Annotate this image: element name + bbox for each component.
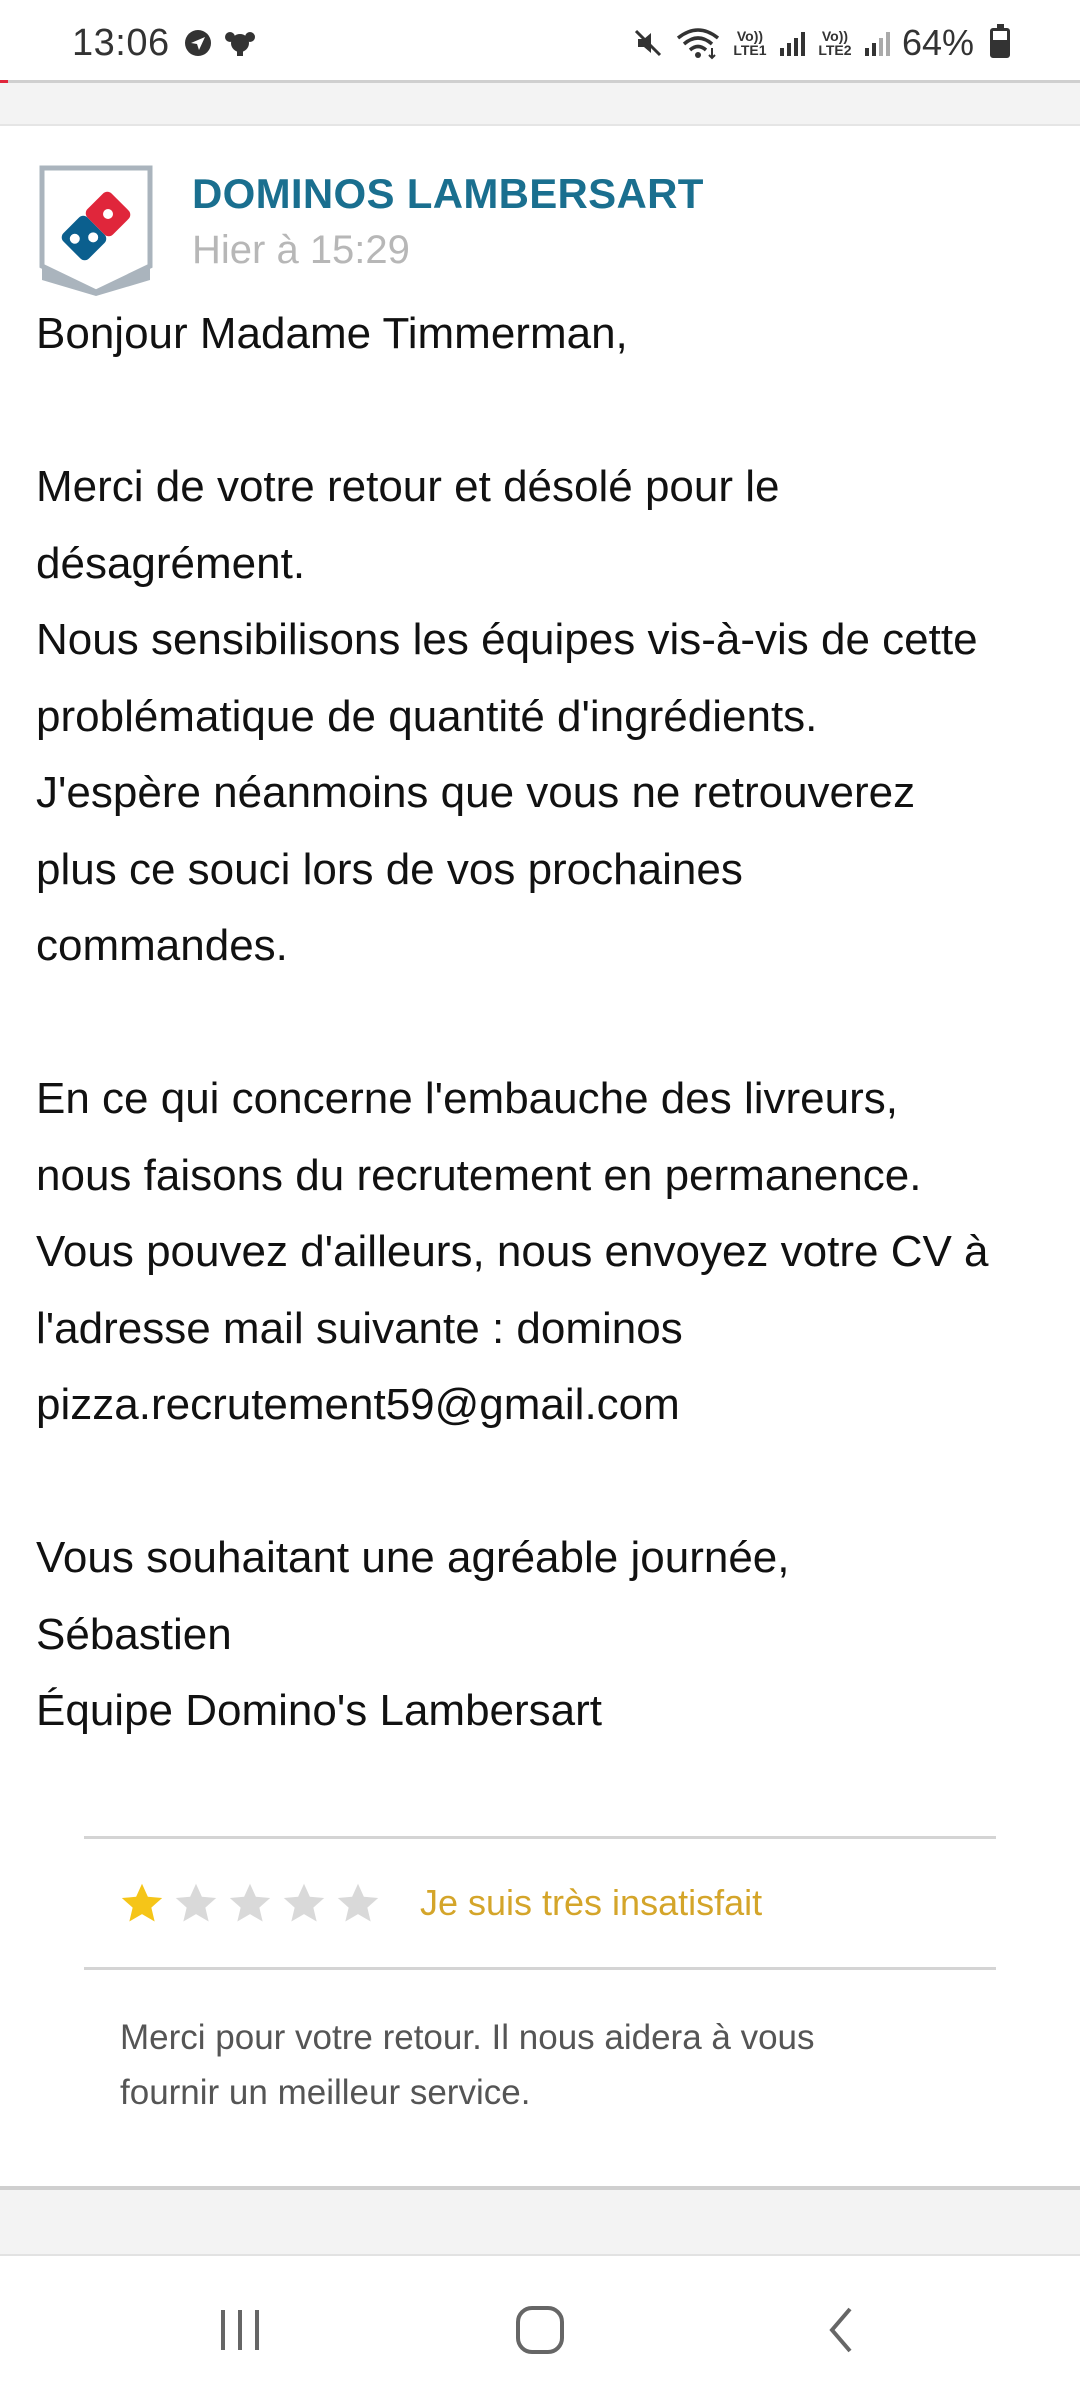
star-rating [120, 1881, 380, 1925]
notification-icon [223, 28, 257, 58]
rating-row [84, 1839, 996, 1967]
star-empty-icon [228, 1881, 272, 1925]
home-button[interactable] [510, 2300, 570, 2360]
signal-icon [865, 30, 890, 56]
recent-apps-icon [215, 2308, 265, 2352]
message-line: nous faisons du recrutement en permanence. [36, 1150, 922, 1200]
message-line: désagrément. [36, 538, 306, 588]
message-line: Vous souhaitant une agréable journée, [36, 1533, 790, 1582]
divider [0, 80, 1080, 126]
dominos-logo [36, 162, 156, 298]
vpn-icon [183, 28, 213, 58]
message-line: commandes. [36, 921, 288, 970]
rating-thanks-line: fournir un meilleur service. [120, 2073, 531, 2112]
message-line: Merci de votre retour et désolé pour le [36, 462, 780, 511]
star-empty-icon [282, 1881, 326, 1925]
status-time: 13:06 [72, 22, 170, 64]
navigation-bar [0, 2256, 1080, 2400]
recent-apps-button[interactable] [210, 2300, 270, 2360]
rating-section [84, 1836, 996, 2120]
back-button[interactable] [812, 2300, 872, 2360]
signal-icon [780, 30, 805, 56]
message-line: Sébastien [36, 1609, 232, 1659]
message-line: Bonjour Madame Timmerman, [36, 309, 628, 358]
message-line: En ce qui concerne l'embauche des livreurs, [36, 1074, 898, 1123]
email-link[interactable]: pizza.recrutement59@gmail.com [36, 1380, 680, 1429]
volte2-label: Vo)) LTE2 [818, 28, 852, 58]
message-line: J'espère néanmoins que vous ne retrouverez [36, 768, 916, 817]
mute-icon [632, 27, 664, 59]
back-icon [822, 2305, 862, 2355]
rating-thanks-line: Merci pour votre retour. Il nous aidera à vous [120, 2018, 815, 2057]
status-bar [0, 0, 1080, 80]
star-filled-icon [120, 1881, 164, 1925]
star-empty-icon [174, 1881, 218, 1925]
message-line: problématique de quantité d'ingrédients. [36, 691, 818, 741]
rating-label: Je suis très insatisfait [420, 1882, 763, 1923]
message-line: Nous sensibilisons les équipes vis-à-vis de cette [36, 615, 978, 664]
divider [84, 1967, 996, 1970]
message-body [36, 296, 1046, 1750]
star-empty-icon [336, 1881, 380, 1925]
battery-icon [990, 28, 1010, 58]
rating-thanks [84, 2010, 996, 2120]
battery-percent: 64% [901, 22, 974, 63]
message-date: Hier à 15:29 [192, 228, 410, 272]
message-line: plus ce souci lors de vos prochaines [36, 844, 743, 894]
message-line: Équipe Domino's Lambersart [36, 1686, 603, 1735]
message-line: Vous pouvez d'ailleurs, nous envoyez votre CV à [36, 1227, 989, 1276]
message-line: l'adresse mail suivante : dominos [36, 1303, 683, 1353]
response-card [0, 126, 1080, 2186]
wifi-icon [676, 26, 720, 60]
volte1-label: Vo)) LTE1 [733, 28, 767, 58]
home-icon [514, 2304, 566, 2356]
divider [0, 2186, 1080, 2256]
sender-name: DOMINOS LAMBERSART [192, 170, 704, 217]
